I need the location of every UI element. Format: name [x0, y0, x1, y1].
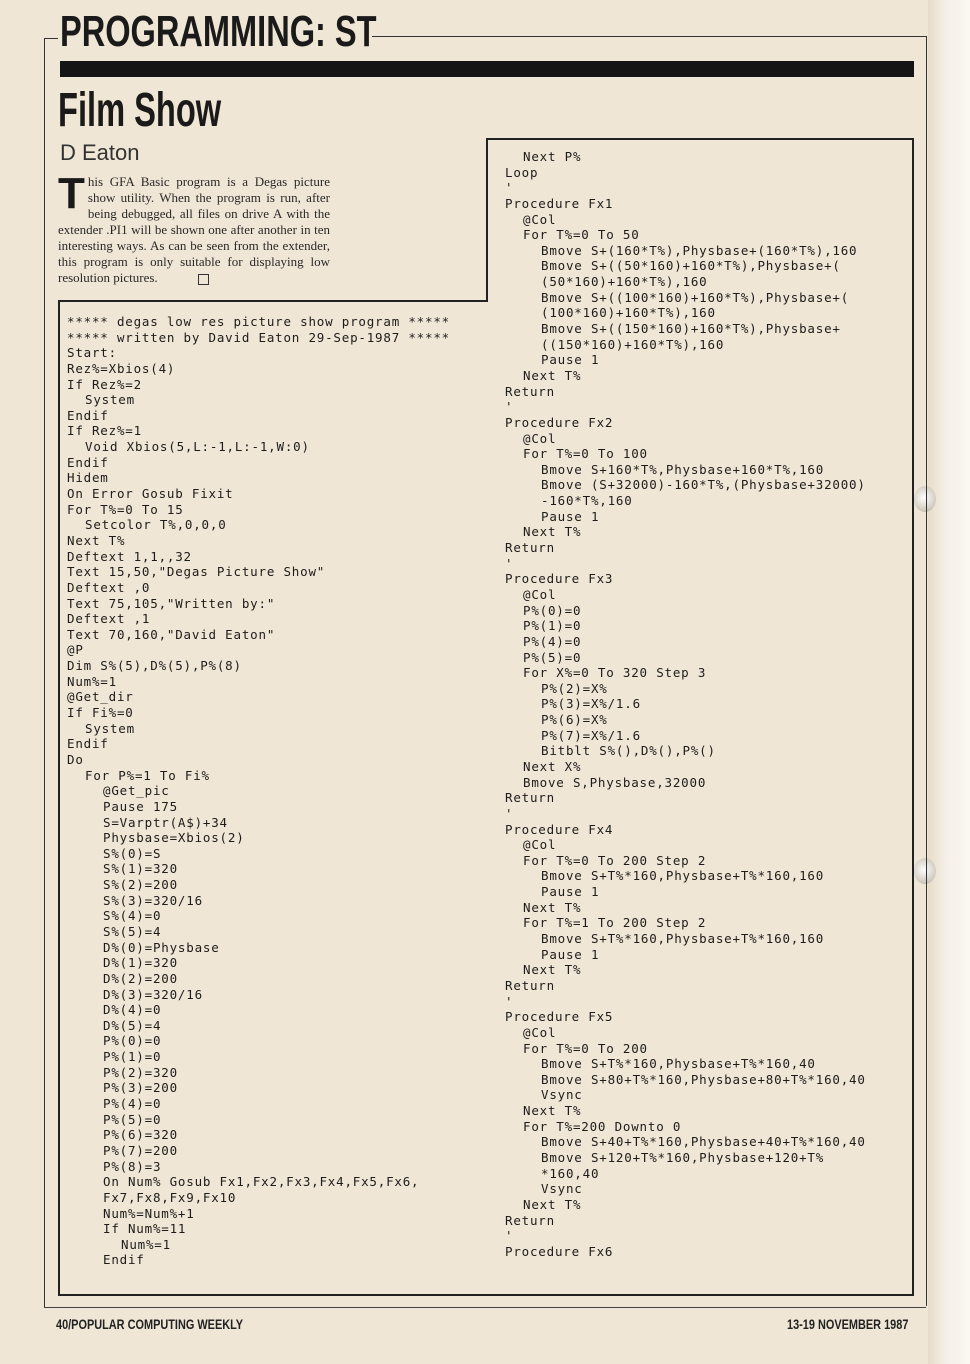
listing-frame-right [912, 138, 914, 1296]
code-line: Text 70,160,"David Eaton" [67, 626, 276, 642]
code-line: System [85, 392, 135, 408]
code-line: Procedure Fx4 [505, 821, 614, 837]
code-listing-left [67, 314, 450, 1268]
code-line: Next T% [523, 899, 582, 915]
code-line: P%(3)=200 [103, 1080, 178, 1096]
binder-hole [914, 486, 936, 512]
drop-cap: T [58, 169, 85, 218]
code-line: Bmove S+((100*160)+160*T%),Physbase+( [541, 289, 850, 305]
code-line: Setcolor T%,0,0,0 [85, 517, 227, 533]
code-line: D%(2)=200 [103, 970, 178, 986]
page-edge [928, 0, 970, 1364]
code-line: Void Xbios(5,L:-1,L:-1,W:0) [85, 439, 310, 455]
code-line: Vsync [541, 1087, 583, 1103]
code-line: Start: [67, 345, 117, 361]
code-line: If Rez%=2 [67, 376, 142, 392]
code-line: For T%=0 To 100 [523, 446, 648, 462]
code-line: (50*160)+160*T%),160 [541, 274, 708, 290]
code-line: Bmove S+80+T%*160,Physbase+80+T%*160,40 [541, 1071, 866, 1087]
code-line: P%(2)=X% [541, 680, 608, 696]
code-line: P%(4)=0 [523, 633, 582, 649]
code-line: Endif [67, 454, 109, 470]
code-line: P%(6)=X% [541, 712, 608, 728]
code-line: For T%=0 To 15 [67, 501, 184, 517]
code-line: P%(0)=0 [103, 1033, 162, 1049]
footer-date: 13-19 NOVEMBER 1987 [787, 1316, 909, 1332]
code-line: @Get_pic [103, 783, 170, 799]
binder-hole [914, 858, 936, 884]
listing-frame [486, 138, 488, 300]
code-line: S%(3)=320/16 [103, 892, 203, 908]
code-line: D%(5)=4 [103, 1017, 162, 1033]
code-line: Procedure Fx6 [505, 1243, 614, 1259]
code-line: On Num% Gosub Fx1,Fx2,Fx3,Fx4,Fx5,Fx6, [103, 1174, 420, 1190]
code-listing-right [505, 149, 866, 1259]
code-line: Deftext 1,1,,32 [67, 548, 192, 564]
end-mark-icon [198, 274, 209, 285]
code-line: -160*T%,160 [541, 493, 633, 509]
code-line: Bmove S+((50*160)+160*T%),Physbase+( [541, 258, 841, 274]
code-line: Deftext ,1 [67, 611, 151, 627]
code-line: Num%=1 [121, 1236, 171, 1252]
code-line: @Col [523, 586, 557, 602]
header-rule [372, 36, 927, 37]
code-line: Pause 1 [541, 352, 600, 368]
code-line: @Get_dir [67, 689, 134, 705]
code-line: If Rez%=1 [67, 423, 142, 439]
code-line: Num%=1 [67, 673, 117, 689]
code-line: Next T% [523, 524, 582, 540]
code-line: S=Varptr(A$)+34 [103, 814, 228, 830]
code-line: Return [505, 790, 555, 806]
code-line: For T%=200 Downto 0 [523, 1118, 682, 1134]
listing-frame-left [58, 300, 60, 1294]
code-line: Num%=Num%+1 [103, 1205, 195, 1221]
code-line: For P%=1 To Fi% [85, 767, 210, 783]
code-line: Rez%=Xbios(4) [67, 360, 176, 376]
code-line: Hidem [67, 470, 109, 486]
code-line: P%(5)=0 [103, 1111, 162, 1127]
intro-paragraph [58, 169, 330, 286]
code-line: Physbase=Xbios(2) [103, 830, 245, 846]
code-line: Return [505, 1212, 555, 1228]
listing-frame-bottom [58, 1294, 913, 1296]
code-line: D%(1)=320 [103, 955, 178, 971]
code-line: Bmove S+160*T%,Physbase+160*T%,160 [541, 461, 825, 477]
code-line: Next T% [523, 367, 582, 383]
code-line: Procedure Fx1 [505, 195, 614, 211]
code-line: Pause 1 [541, 946, 600, 962]
code-line: ' [505, 1228, 514, 1244]
section-header: PROGRAMMING: ST [60, 7, 377, 56]
code-line: Text 15,50,"Degas Picture Show" [67, 564, 326, 580]
code-line: Next T% [523, 962, 582, 978]
code-line: System [85, 720, 135, 736]
code-line: P%(7)=200 [103, 1142, 178, 1158]
code-line: Pause 1 [541, 884, 600, 900]
code-line: D%(4)=0 [103, 1002, 162, 1018]
code-line: ' [505, 399, 514, 415]
code-line: Deftext ,0 [67, 579, 151, 595]
code-line: P%(4)=0 [103, 1096, 162, 1112]
code-line: For T%=0 To 200 [523, 1040, 648, 1056]
code-line: Do [67, 751, 84, 767]
code-line: D%(3)=320/16 [103, 986, 203, 1002]
code-line: P%(0)=0 [523, 602, 582, 618]
code-line: Dim S%(5),D%(5),P%(8) [67, 658, 242, 674]
footer-rule [44, 1307, 926, 1308]
code-line: P%(7)=X%/1.6 [541, 727, 641, 743]
code-line: S%(5)=4 [103, 923, 162, 939]
code-line: S%(4)=0 [103, 908, 162, 924]
page-rule-left [44, 38, 45, 1308]
header-rule [44, 38, 58, 39]
code-line: S%(0)=S [103, 845, 162, 861]
code-line: Next X% [523, 758, 582, 774]
code-line: Return [505, 977, 555, 993]
code-line: @Col [523, 1024, 557, 1040]
article-author: D Eaton [60, 140, 140, 165]
code-line: ***** written by David Eaton 29-Sep-1987 ***** [67, 329, 450, 345]
code-line: P%(5)=0 [523, 649, 582, 665]
code-line: ' [505, 993, 514, 1009]
code-line: ***** degas low res picture show program ***** [67, 314, 450, 329]
footer-folio: 40/POPULAR COMPUTING WEEKLY [56, 1316, 244, 1332]
code-line: Bmove S+((150*160)+160*T%),Physbase+ [541, 321, 841, 337]
code-line: Next T% [523, 1103, 582, 1119]
code-line: Endif [67, 736, 109, 752]
code-line: Procedure Fx3 [505, 571, 614, 587]
code-line: Pause 1 [541, 508, 600, 524]
code-line: (100*160)+160*T%),160 [541, 305, 716, 321]
code-line: D%(0)=Physbase [103, 939, 220, 955]
code-line: *160,40 [541, 1165, 600, 1181]
code-line: P%(1)=0 [103, 1049, 162, 1065]
code-line: Vsync [541, 1181, 583, 1197]
code-line: For T%=1 To 200 Step 2 [523, 915, 707, 931]
code-line: Next T% [67, 532, 126, 548]
code-line: For T%=0 To 200 Step 2 [523, 852, 707, 868]
code-line: Loop [505, 164, 539, 180]
code-line: Bmove S+40+T%*160,Physbase+40+T%*160,40 [541, 1134, 866, 1150]
code-line: P%(2)=320 [103, 1064, 178, 1080]
listing-frame [58, 300, 488, 302]
code-line: Procedure Fx2 [505, 414, 614, 430]
code-line: Procedure Fx5 [505, 1009, 614, 1025]
code-line: For X%=0 To 320 Step 3 [523, 665, 707, 681]
code-line: Endif [67, 407, 109, 423]
code-line: ((150*160)+160*T%),160 [541, 336, 725, 352]
code-line: Endif [103, 1252, 145, 1268]
code-line: Pause 175 [103, 798, 178, 814]
code-line: Bmove (S+32000)-160*T%,(Physbase+32000) [541, 477, 866, 493]
code-line: Bmove S,Physbase,32000 [523, 774, 707, 790]
code-line: @P [67, 642, 84, 658]
code-line: ' [505, 555, 514, 571]
code-line: Bmove S+(160*T%),Physbase+(160*T%),160 [541, 242, 858, 258]
code-line: P%(3)=X%/1.6 [541, 696, 641, 712]
code-line: P%(8)=3 [103, 1158, 162, 1174]
code-line: Return [505, 383, 555, 399]
code-line: P%(1)=0 [523, 618, 582, 634]
code-line: ' [505, 805, 514, 821]
code-line: @Col [523, 211, 557, 227]
code-line: Bmove S+T%*160,Physbase+T%*160,40 [541, 1056, 816, 1072]
article-title: Film Show [58, 84, 222, 137]
code-line: Bitblt S%(),D%(),P%() [541, 743, 716, 759]
listing-frame-top [486, 138, 913, 140]
code-line: Next T% [523, 1196, 582, 1212]
code-line: @Col [523, 837, 557, 853]
code-line: Next P% [523, 149, 582, 164]
code-line: @Col [523, 430, 557, 446]
code-line: Text 75,105,"Written by:" [67, 595, 276, 611]
code-line: Return [505, 540, 555, 556]
code-line: On Error Gosub Fixit [67, 486, 234, 502]
intro-text: his GFA Basic program is a Degas picture show utility. When the program is run, after being debugged, all files on drive A with the extender .PI1 will be shown one after another in ten interesting ways. As can be seen from the extender, this program is only suitable for displaying low resolution pictures. [58, 174, 330, 285]
code-line: For T%=0 To 50 [523, 227, 640, 243]
code-line: If Num%=11 [103, 1221, 187, 1237]
header-bar [60, 61, 914, 77]
code-line: Fx7,Fx8,Fx9,Fx10 [103, 1189, 237, 1205]
code-line: Bmove S+T%*160,Physbase+T%*160,160 [541, 868, 825, 884]
code-line: P%(6)=320 [103, 1127, 178, 1143]
page-rule-right [926, 36, 927, 1306]
code-line: ' [505, 180, 514, 196]
code-line: Bmove S+T%*160,Physbase+T%*160,160 [541, 931, 825, 947]
code-line: If Fi%=0 [67, 705, 134, 721]
code-line: Bmove S+120+T%*160,Physbase+120+T% [541, 1150, 825, 1165]
code-line: S%(2)=200 [103, 877, 178, 893]
code-line: S%(1)=320 [103, 861, 178, 877]
